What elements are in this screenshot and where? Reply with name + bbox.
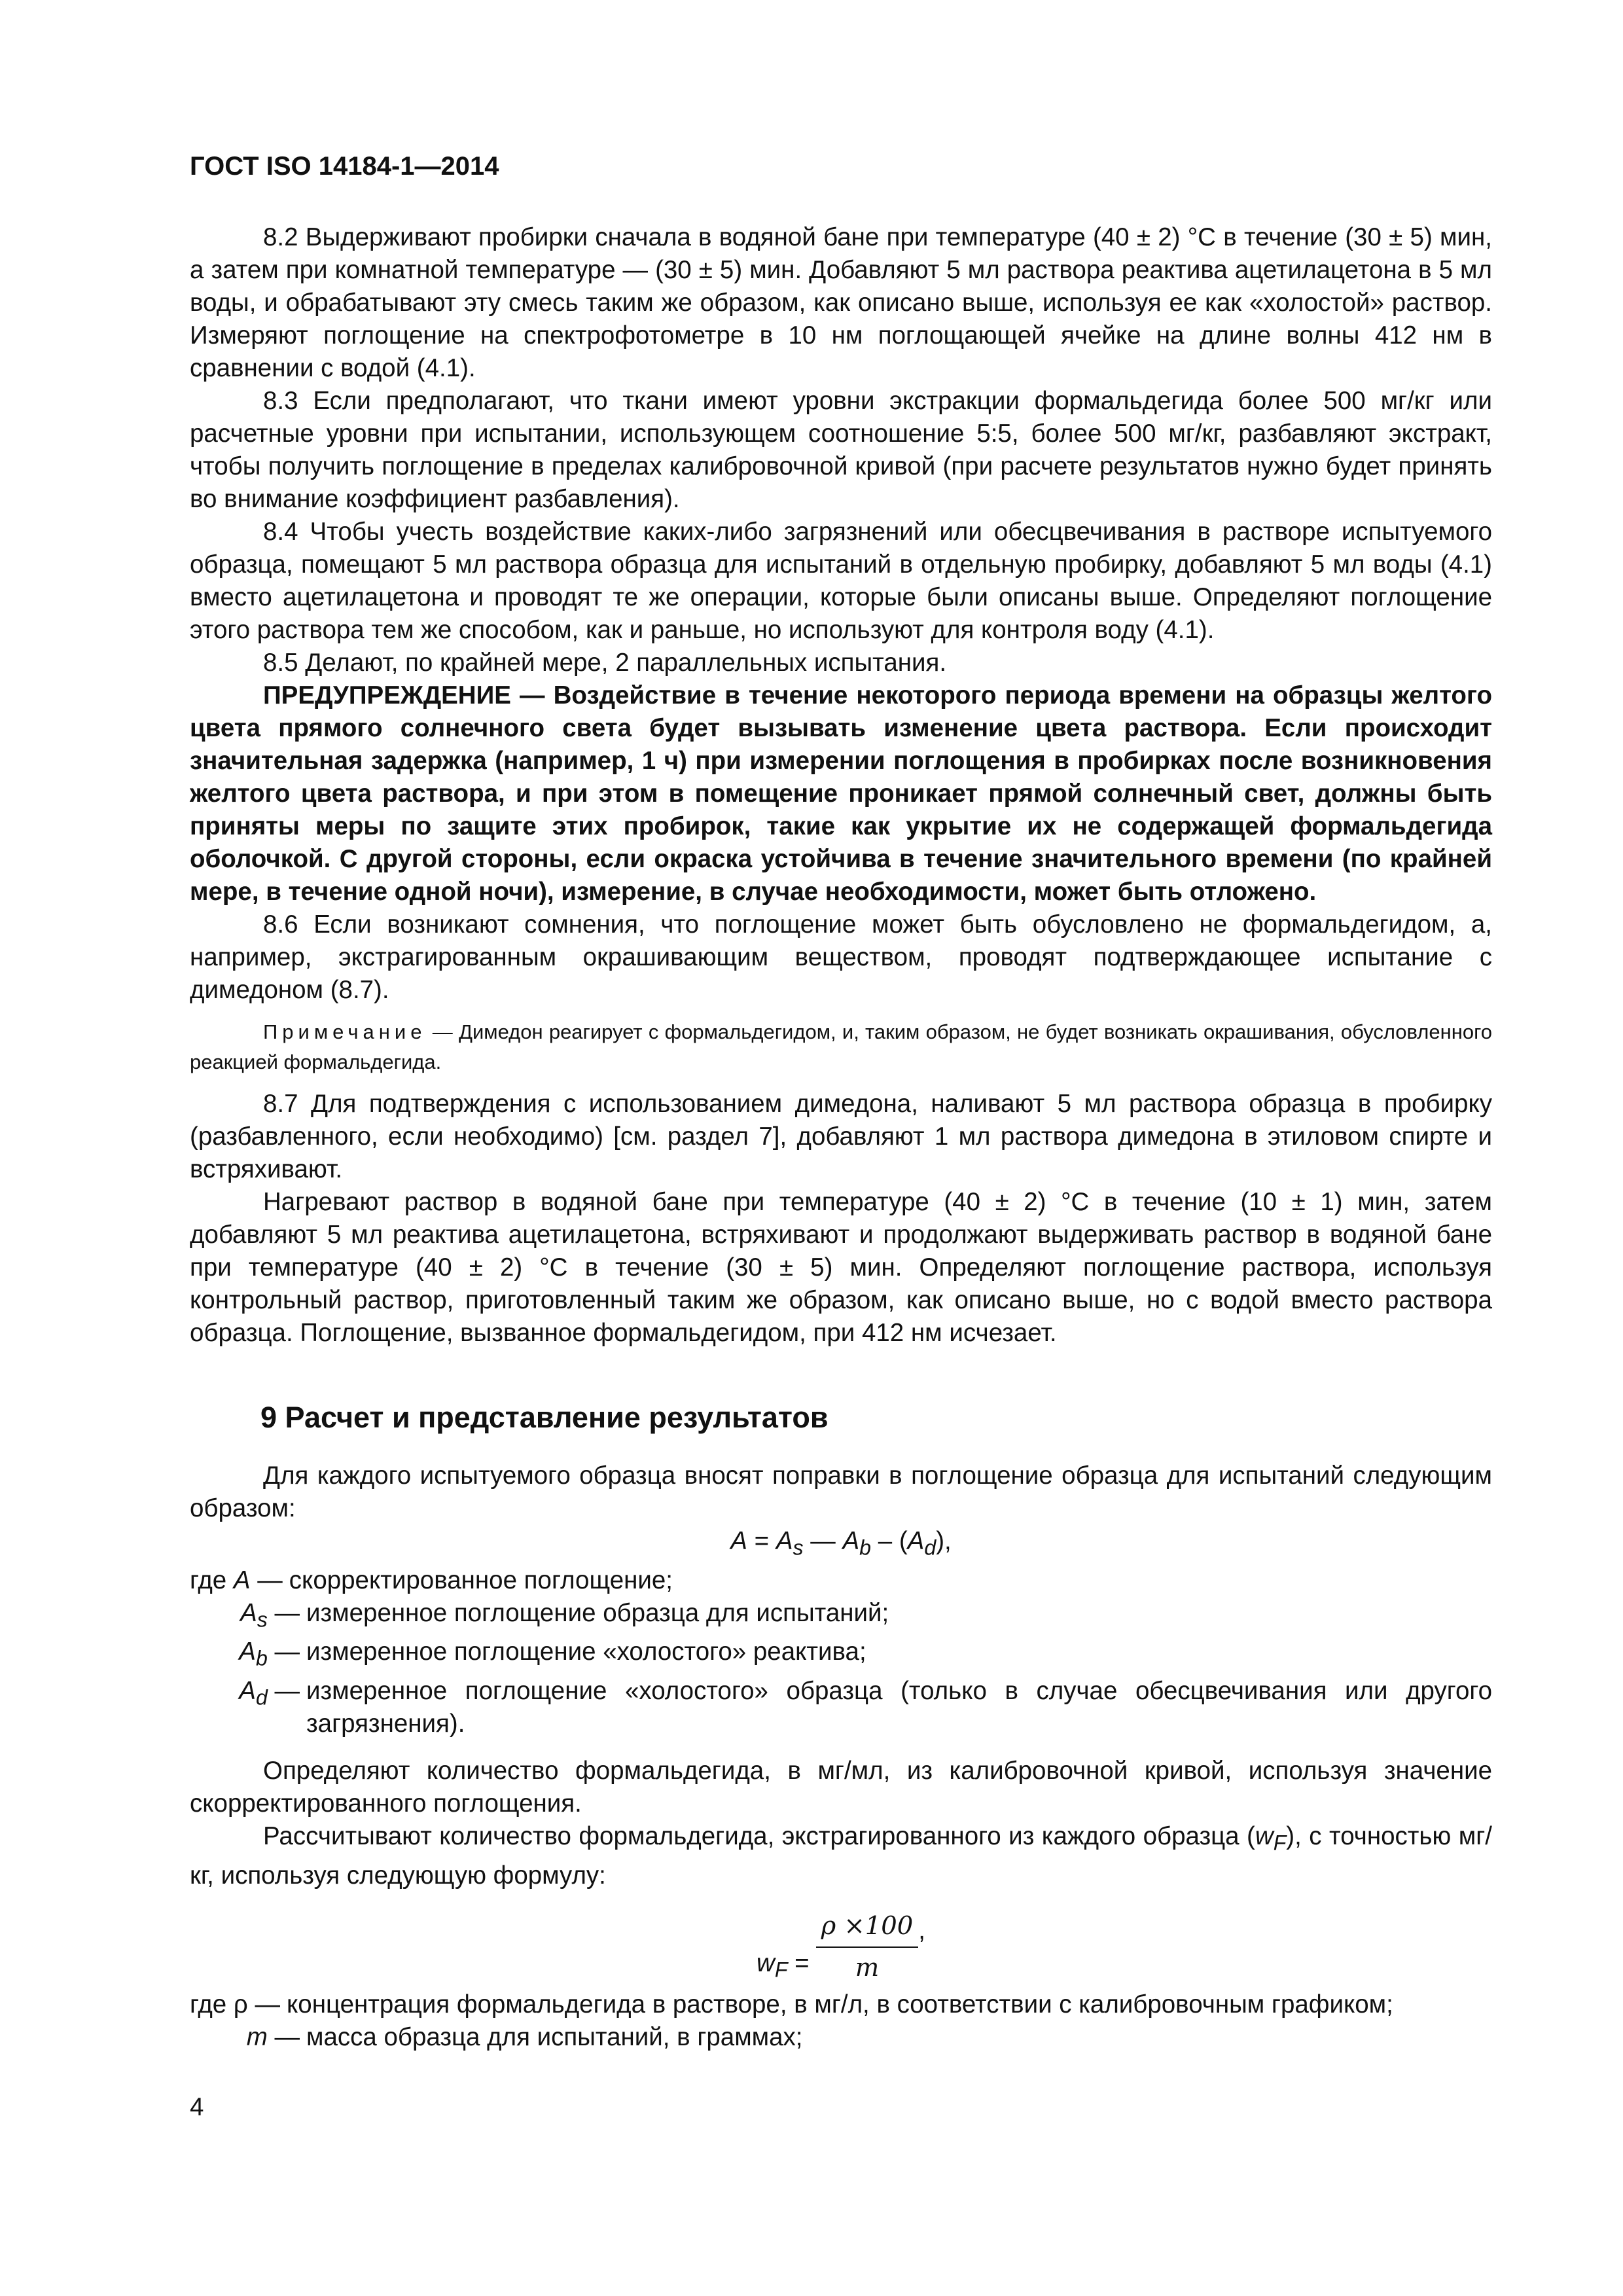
section-9-title: 9 Расчет и представление результатов xyxy=(260,1401,829,1434)
paragraph-8-6: 8.6 Если возникают сомнения, что поглощение может быть обусловлено не формальдегидом, а, например, экстрагированным окрашивающим веществом, проводят подтверждающее испытание с димедоном (8.7). xyxy=(190,910,1492,1004)
formula2-definitions xyxy=(190,1988,1492,2054)
paragraph-8-2: 8.2 Выдерживают пробирки сначала в водяной бане при температуре (40 ± 2) °С в течение (30 ± 5) мин, а затем при комнатной температуре — (30 ± 5) мин. Добавляют 5 мл раствора реактива ацетилацетона в 5 мл воды, и обрабатывают эту смесь таким же образом, как описано выше, используя ее как «холостой» раствор. Измеряют поглощение на спектрофотометре в 10 нм поглощающей ячейке на длине волны 412 нм в сравнении с водой (4.1). xyxy=(190,223,1492,382)
section-9-intro: Для каждого испытуемого образца вносят поправки в поглощение образца для испытаний следующим образом: xyxy=(190,1462,1492,1522)
section-9-paragraph-3: Рассчитывают количество формальдегида, экстрагированного из каждого образца $(w_F)$, с точностью мг/кг, используя следующую формулу: xyxy=(190,1822,1492,1890)
standard-header: ГОСТ ISO 14184-1—2014 xyxy=(190,152,499,181)
paragraph-8-5: 8.5 Делают, по крайней мере, 2 параллельных испытания. xyxy=(263,649,947,677)
note-text: — Димедон реагирует с формальдегидом, и, таким образом, не будет возникать окрашивания, обусловленного реакцией формальдегида. xyxy=(190,1020,1492,1073)
definition-As: $A_s$ — измеренное поглощение образца для испытаний; xyxy=(240,1598,889,1632)
definition-rho: где ρ — концентрация формальдегида в растворе, в мг/л, в соответствии с калибровочным графиком; xyxy=(190,1990,1393,2019)
paragraph-8-3: 8.3 Если предполагают, что ткани имеют уровни экстракции формальдегида более 500 мг/кг или расчетные уровни при испытании, использующем соотношение 5:5, более 500 мг/кг, разбавляют экстракт, чтобы получить поглощение в пределах калибровочной кривой (при расчете результатов нужно будет принять во внимание коэффициент разбавления). xyxy=(190,387,1492,513)
definition-m: m — масса образца для испытаний, в граммах; xyxy=(246,2023,803,2052)
definition-Ab: $A_b$ — измеренное поглощение «холостого» реактива; xyxy=(239,1638,866,1671)
paragraph-8-7: 8.7 Для подтверждения с использованием димедона, наливают 5 мл раствора образца в пробирку (разбавленного, если необходимо) [см. раздел 7], добавляют 1 мл раствора димедона в этиловом спирте и встряхивают. xyxy=(190,1090,1492,1183)
corrected-absorbance-formula: $A = A_s$ — $A_b - (A_d)$, xyxy=(730,1527,952,1560)
formula-definitions xyxy=(190,1564,1492,1740)
paragraph-8-4: 8.4 Чтобы учесть воздействие каких-либо загрязнений или обесцвечивания в растворе испытуемого образца, помещают 5 мл раствора образца для испытаний в отдельную пробирку, добавляют 5 мл воды (4.1) вместо ацетилацетона и проводят те же операции, которые были описаны выше. Определяют поглощение этого раствора тем же способом, как и раньше, но используют для контроля воду (4.1). xyxy=(190,518,1492,644)
section-9-paragraph-2: Определяют количество формальдегида, в мг/мл, из калибровочной кривой, используя значение скорректированного поглощения. xyxy=(190,1757,1492,1818)
fraction xyxy=(816,1910,919,1984)
definition-A: где A — скорректированное поглощение; xyxy=(190,1566,673,1594)
fraction-denominator: m xyxy=(855,1952,880,1982)
page-number: 4 xyxy=(190,2093,204,2121)
note-label: Примечание xyxy=(263,1020,427,1043)
formula-comma: , xyxy=(918,1916,925,1945)
warning-paragraph: ПРЕДУПРЕЖДЕНИЕ — Воздействие в течение некоторого периода времени на образцы желтого цвета прямого солнечного света будет вызывать изменение цвета раствора. Если происходит значительная задержка (например, 1 ч) при измерении поглощения в пробирках после возникновения желтого цвета раствора, и при этом в помещение проникает прямой солнечный свет, должны быть приняты меры по защите этих пробирок, такие как укрытие их не содержащей формальдегида оболочкой. С другой стороны, если окраска устойчива в течение значительного времени (по крайней мере, в течение одной ночи), измерение, в случае необходимости, может быть отложено. xyxy=(190,681,1492,906)
note xyxy=(190,1017,1492,1077)
fraction-numerator: ρ ×100 xyxy=(816,1910,919,1948)
definition-Ad: $A_d$ — измеренное поглощение «холостого» образца (только в случае обесцвечивания или другого загрязнения). xyxy=(239,1677,1492,1738)
formula-lhs: $w_F$ = xyxy=(757,1948,810,1982)
page-content xyxy=(190,221,1492,2054)
paragraph-8-7-continued: Нагревают раствор в водяной бане при температуре (40 ± 2) °С в течение (10 ± 1) мин, затем добавляют 5 мл реактива ацетилацетона, встряхивают и продолжают выдерживать раствор в водяной бане при температуре (40 ± 2) °С в течение (30 ± 5) мин. Определяют поглощение раствора, используя контрольный раствор, приготовленный таким же образом, как описано выше, но с водой вместо раствора образца. Поглощение, вызванное формальдегидом, при 412 нм исчезает. xyxy=(190,1188,1492,1347)
mass-fraction-formula xyxy=(190,1908,1492,1986)
